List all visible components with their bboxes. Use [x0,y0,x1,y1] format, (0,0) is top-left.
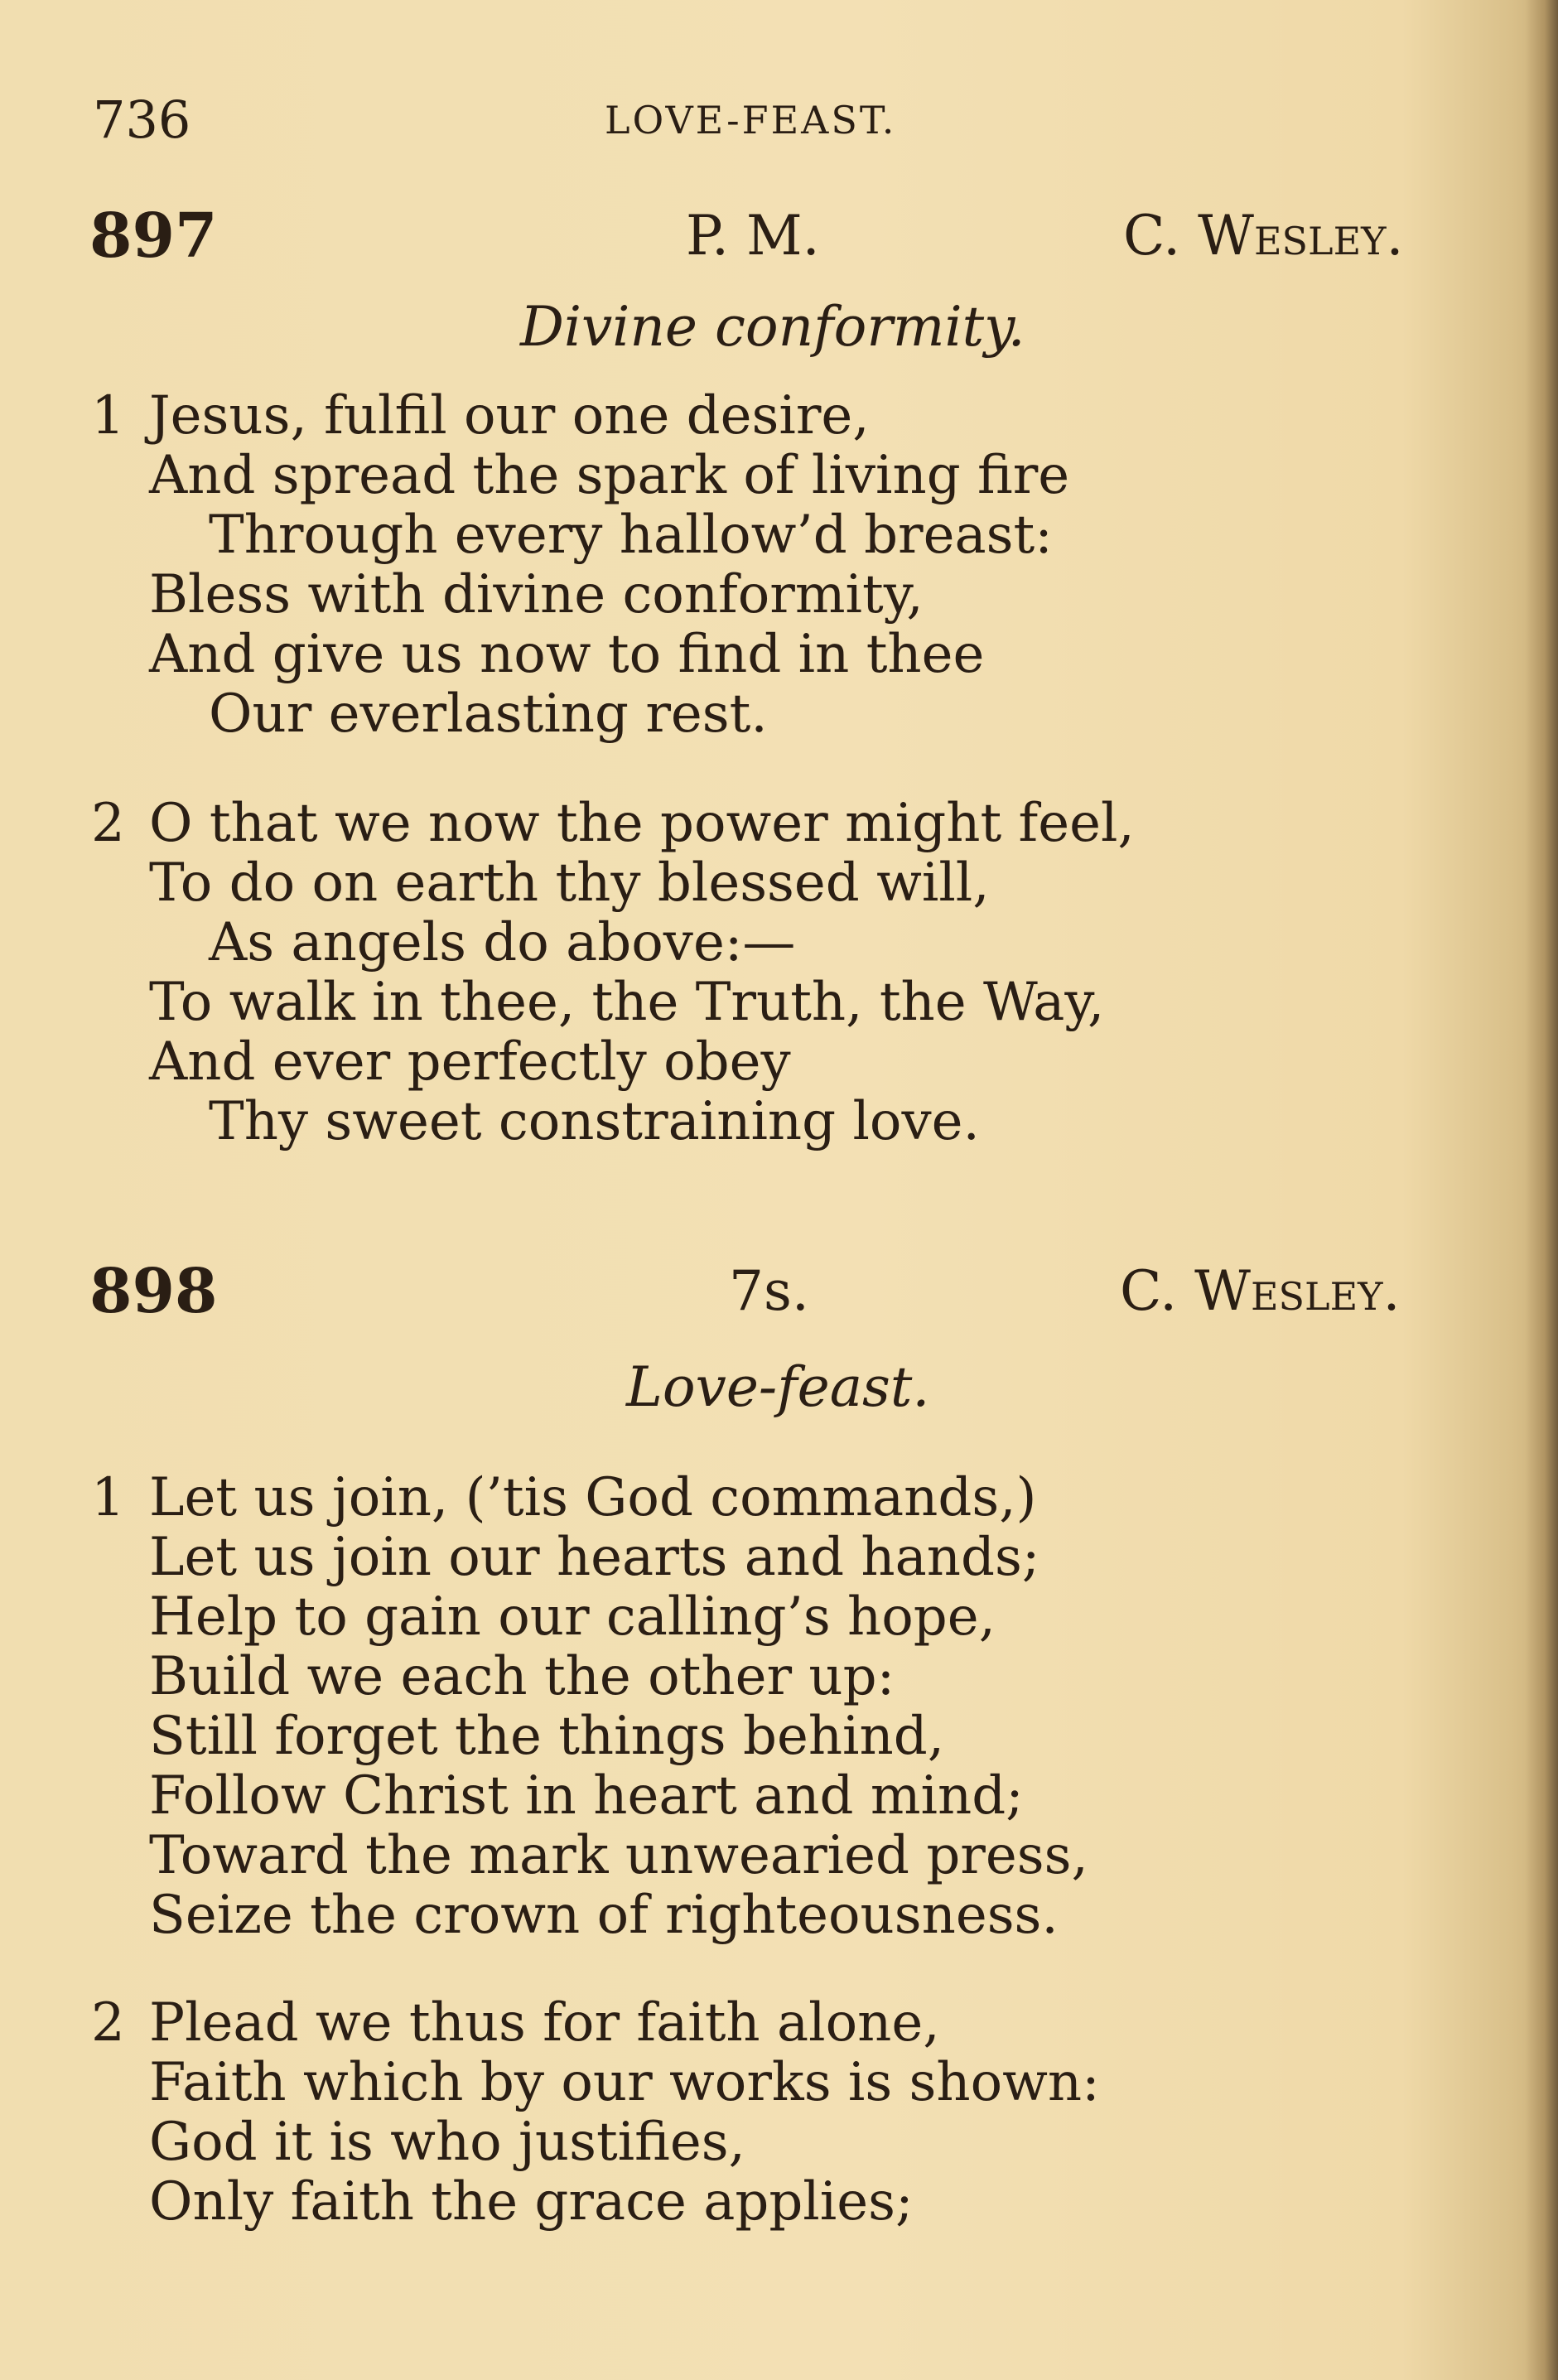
hymn-number: 898 [89,1256,218,1327]
verse-line: Jesus, fulfil our one desire, [149,385,870,447]
verse-line: Through every hallow’d breast: [209,504,1053,566]
verse-line: Follow Christ in heart and mind; [149,1765,1024,1827]
hymn-subtitle: Divine conformity. [520,295,1025,359]
hymn-number: 897 [89,200,218,272]
verse-line: Toward the mark unwearied press, [149,1825,1088,1886]
verse-line: Let us join our hearts and hands; [149,1527,1040,1588]
hymn-meter: P. M. [686,204,820,268]
running-title: LOVE-FEAST. [605,98,897,142]
hymn-author: C. Wesley. [1120,1259,1401,1323]
verse [91,1993,1100,2232]
verse-line: Plead we thus for faith alone, [149,1992,940,2054]
verse-line: To do on earth thy blessed will, [149,852,990,914]
verse-line: Still forget the things behind, [149,1706,945,1767]
verse-line: And spread the spark of living fire [149,445,1070,506]
verse-number: 1 [91,1467,125,1528]
verse-line: Our everlasting rest. [209,683,768,745]
verse-number: 2 [91,1992,125,2054]
verse-line: And ever perfectly obey [149,1031,791,1093]
verse-line: Only faith the grace applies; [149,2171,914,2233]
verse-line: Bless with divine conformity, [149,564,924,625]
hymn-subtitle: Love-feast. [626,1355,930,1419]
verse-line: And give us now to find in thee [149,624,985,685]
verse-number: 1 [91,385,125,447]
page-number: 736 [93,89,191,150]
verse-line: To walk in thee, the Truth, the Way, [149,972,1105,1033]
verse-line: Seize the crown of righteousness. [149,1885,1059,1946]
verse-line: As angels do above:— [209,912,796,973]
hymn-author: C. Wesley. [1123,204,1404,268]
verse-line: Help to gain our calling’s hope, [149,1586,996,1648]
verse [91,386,1069,744]
verse-line: Thy sweet constraining love. [209,1091,980,1152]
verse [91,1468,1088,1945]
verse-line: Faith which by our works is shown: [149,2052,1100,2113]
hymn-meter: 7s. [729,1259,809,1323]
verse [91,794,1135,1151]
verse-line: God it is who justifies, [149,2112,745,2173]
verse-line: Build we each the other up: [149,1646,895,1707]
verse-line: O that we now the power might feel, [149,793,1135,854]
verse-line: Let us join, (’tis God commands,) [149,1467,1037,1528]
verse-number: 2 [91,793,125,854]
page-edge-shadow [1525,0,1558,2380]
